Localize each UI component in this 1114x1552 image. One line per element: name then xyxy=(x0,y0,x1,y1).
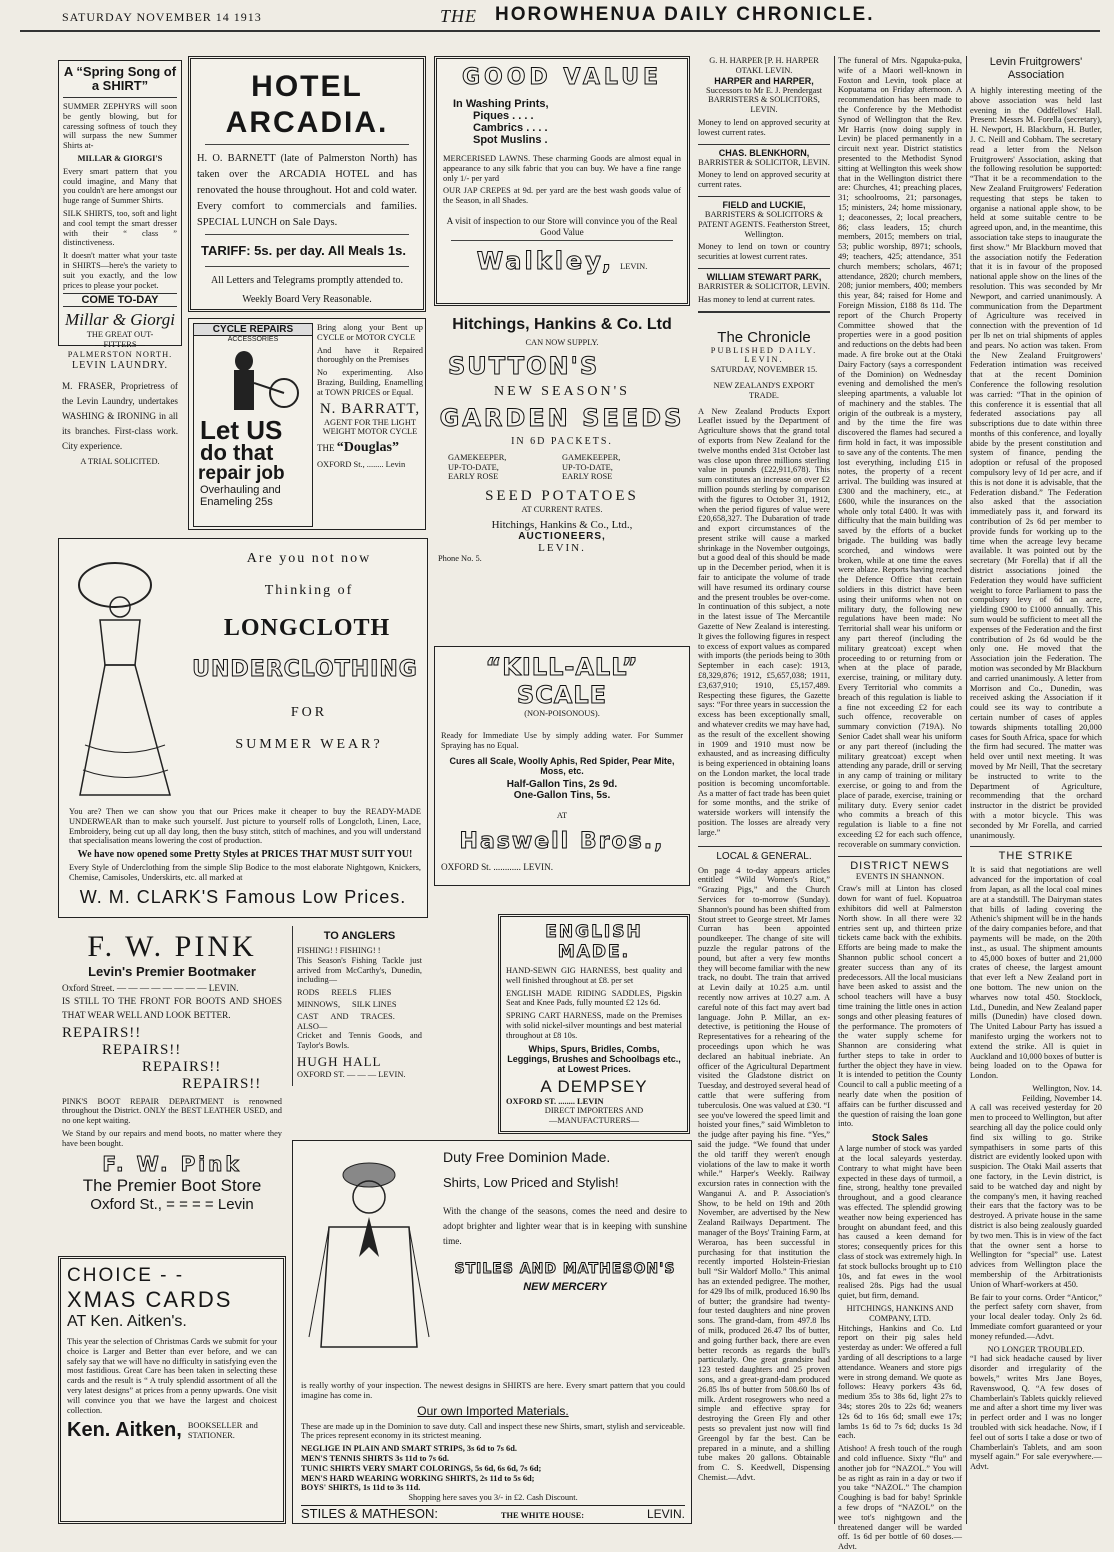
pink-street: Oxford Street. — — — — — — — — LEVIN. xyxy=(62,983,239,993)
longcloth-ad xyxy=(58,538,428,918)
column-rule xyxy=(834,56,835,1524)
spring-song-cta: COME TO-DAY xyxy=(63,293,177,307)
hitchings-suttons: SUTTON'S xyxy=(448,351,600,380)
strike-title: THE STRIKE xyxy=(970,846,1102,862)
laundry-title: LEVIN LAUNDRY. xyxy=(71,360,169,371)
cycle-enamel: Enameling 25s xyxy=(200,496,273,508)
clark-name: W. M. CLARK'S Famous Low Prices. xyxy=(79,887,407,907)
laundry-ad xyxy=(58,350,182,530)
fruit-body: A highly interesting meeting of the above association was held last evening in the Oddfellows' Hall. Present: Messrs M. Forella (secretary), H. Newport, H. Blackburn, H. Butler, J. C. Neill and Cobham. The secretary read a letter from the Nelson Fruitgrowers' Association, asking that the following resolution be supported: “That it be a recommendation to the New Zealand Fruitgrowers' Federation requesting that steps be taken to organise a national apple show, to be held at some suitable centre to be agreed upon, and, in the meantime, this association take steps to inaugurate the first show.” Mr Blackburn moved that the association notify the Federation that it is in favour of the proposed national apple show on the lines of the resolution. This was seconded by Mr Newport, and carried unanimously. A communication from the Department of Agriculture was received in connection with the prevention of 1d per lb net on trial shipments of apples and pears. No action was taken. From the New Zealand Fruitgrowers' Federation intimation was received that at the recent Dominion Conference the following resolution was carried: “That in the opinion of this conference it is essential that all federated associations pay all subscriptions due to date within three months of this conference, and loyally abide by the present constitution and system of finance, pending the adoption or refusal of the proposed compulsory levy of 1d per acre, and if this is not done it is advisable, that the Federation disband.” The Federation also asked that the association immediately pass it, and forward its contribution of 2s 6d per member to provide funds for working up to the time when the acreage levy became available. It was pointed out by the secretary (Mr Forella) that if all the district associations joined the Federation they would have sufficient weight to force Parliament to pass the compulsory levy of 6d an acre, yielding £900 to £1000 annually. This sum would be sufficient to meet all the expenses of the Federation and the first contribution of 2s 6d would be the only one. He moved that the Association join the Federation. The motion was seconded by Mr Blackburn and carried unanimously. A letter from Morrison and Co., Dunedin, was received asking the Association if it could see its way to contribute a certain number of cases of apples towards shipments totalling 20,000 cases for South Africa, space for which the firm had secured. The matter was held over until next meeting. It was moved by Mr Neill, That the secretary be instructed to write to the Department of Agriculture, recommending that the orchard instructor in the district be provided with a motor bicycle. This was seconded by Mr Forella, and carried unanimously. xyxy=(970,86,1102,840)
dutyfree-place: LEVIN. xyxy=(646,1506,685,1521)
kill-all-ad xyxy=(434,646,690,886)
chronicle-head: NEW ZEALAND'S EXPORT TRADE. xyxy=(713,380,815,400)
chronicle-date: SATURDAY, NOVEMBER 15. xyxy=(710,365,818,375)
solicitor-firm: WILLIAM STEWART PARK, xyxy=(706,271,822,282)
column-rule xyxy=(966,56,967,1524)
potato-item: GAMEKEEPER, xyxy=(448,452,507,462)
aitken-name: Ken. Aitken, xyxy=(67,1419,182,1442)
angler-item: MINNOWS, xyxy=(297,999,341,1009)
goodvalue-l1: In Washing Prints, xyxy=(453,98,549,110)
pink-title: F. W. PINK xyxy=(87,930,257,963)
barratt-name: N. BARRATT, xyxy=(319,400,421,417)
cycle-text2: And have it Repaired thoroughly on the Premises xyxy=(317,345,423,365)
cycle-the: THE xyxy=(317,443,335,454)
cycle-text1: Bring along your Bent up CYCLE or MOTOR CYCLE xyxy=(317,323,423,342)
goodvalue-l4: Spot Muslins . xyxy=(473,134,548,146)
column-news-2 xyxy=(838,56,962,1552)
strike-dateline: Wellington, Nov. 14. xyxy=(1032,1083,1102,1093)
killall-at: AT xyxy=(556,811,568,821)
angler-item: TRACES. xyxy=(360,1011,395,1021)
strike-body: It is said that negotiations are well advanced for the importation of coal from Japan, as all the local coal mines are at a standstill. The Dairyman states that bills of lading covering the Athenic's shipment will be in the hands of the dairy companies before, and that payments will be made, on the 20th inst., as usual. The shipment amounts to 45,000 boxes of butter and 21,000 crates of cheese, the largest amount that ever left a New Zealand port in one bottom. The new union on the wharves now total 450. Stocklock, Ltd., Dunedin, and New Zealand paper mills (Dunedin) have closed down. The United Labour Party has issued a manifesto urging the workers not to extend the strike. All is quiet in Auckland and 10,000 boxes of butter is being loaded on to the Opawa for London. xyxy=(970,865,1102,1081)
spring-song-p3: SILK SHIRTS, too, soft and light and cool tempt the smart dresser with their “ class ” distinctiveness. xyxy=(63,208,177,248)
dutyfree-firm: STILES & MATHESON: xyxy=(301,1505,439,1521)
potato-item: GAMEKEEPER, xyxy=(562,452,621,462)
pink-fw: F. W. Pink xyxy=(102,1151,242,1176)
english-direct: DIRECT IMPORTERS AND xyxy=(544,1106,644,1116)
longcloth-pretty: We have now opened some Pretty Styles at PRICES THAT MUST SUIT YOU! xyxy=(77,849,413,861)
longcloth-l5: FOR xyxy=(290,705,328,720)
pink-store: The Premier Boot Store xyxy=(82,1175,262,1195)
hitchings-phone: Phone No. 5. xyxy=(438,553,482,563)
stock-title: Stock Sales xyxy=(871,1133,929,1145)
xmas-cards-ad xyxy=(58,1256,286,1524)
anglers-title: TO ANGLERS xyxy=(323,930,396,942)
longcloth-l6: SUMMER WEAR? xyxy=(235,737,383,752)
potato-item: EARLY ROSE xyxy=(562,472,613,482)
hotel-tariff: TARIFF: 5s. per day. All Meals 1s. xyxy=(201,243,406,258)
angler-items xyxy=(297,988,422,1021)
angler-item: SILK LINES xyxy=(352,999,397,1009)
laundry-foot: A TRIAL SOLICITED. xyxy=(80,457,160,466)
hitchings-firm: Hitchings, Hankins & Co., Ltd., xyxy=(491,518,633,531)
shirt-man-figure-icon xyxy=(299,1147,439,1377)
hitchings-supply: CAN NOW SUPPLY. xyxy=(525,338,599,347)
hitchings-garden: GARDEN SEEDS xyxy=(439,403,685,432)
spring-song-p2: Every smart pattern that you could imagine, and Many that you couldn't are here amongst our huge range of Summer Shirts. xyxy=(63,166,177,206)
pink-dept: PINK'S BOOT REPAIR DEPARTMENT is renowned throughout the District. ONLY the BEST LEATHER USED, and no one kept waiting. xyxy=(62,1096,282,1126)
english-body3: SPRING CART HARNESS, made on the Premises with solid nickel-silver mountings and best material throughout at £8 10s. xyxy=(506,1011,682,1040)
hitchings-place: LEVIN. xyxy=(538,541,586,554)
local-body: On page 4 to-day appears articles entitled “Wild Women's Riot,” “Grazing Pigs,” and the Church Services for to-morrow (Sunday). Shannon's pound has been shifted from Stout street to George street. Mr James Curran has been appointed poundkeeper. The change of site will puzzle the regular patrons of the pound, but after a very few months they will become familiar with the new track, no doubt. The train that arrived at Levin daily at 10.25 a.m. until recently now arrives at 10.27 a.m. A careful note of this fact may avert bad language. John P. Millar, an ex-detective, is petitioning the House of Representatives for a rehearing of the proceedings upon which he was declared an habitual inebriate. An officer of the Agricultural Department visited the Gladstone district on Tuesday, and destroyed several head of cattle that were suffering from tuberculosis. One was valued at £30. “I see you've lowered the speed limit and hoisted your fines,” said Wimbleton to the judge after paying his fine. “Yes,” said the judge. “We found that under the old tariff they weren't enough violations of the law to make it worth while.” Harper's Weekly. Railway excursion rates in connection with the Wanganui A. and P. Association's Show, to be held on 19th and 20th November, are advertised by the New Zealand Railways Department. The manager of the Boys' Training Farm, at Weraroa, has been successful in purchasing for that institution the recently imported Holstein-Friesian bull “Sir Waldorf Mollo.” This animal has an extended pedigree. The mother, for 429 lbs of milk, produced 16.90 lbs of butter; the grandsire had twenty-four tested daughters and nine proven sons. The grand-dam, from 497.8 lbs of milk, produced 26.47 lbs of butter, and going further back, there are even better records as regards the bull's particularly. One great grandsire had 123 tested daughters and 25 proven sons, and a great-grand-dam produced 26.85 lbs of butter from 508.60 lbs of milk. Ardent rosegrowers who need a simple and effective spray for destroying the Green Fly and other pests so prevalent just now will find Greengol by far the best. Can be prepared in a minute, and a shilling tube makes 20 gallons. Obtainable from C. S. Keedwell, Dispensing Chemist.—Advt. xyxy=(698,865,830,1482)
solicitor-firm: CHAS. BLENKHORN, xyxy=(718,147,810,158)
cycle-addr: OXFORD St., ........ Levin xyxy=(317,460,406,470)
killall-half: Half-Gallon Tins, 2s 9d. xyxy=(506,779,618,791)
hh-title: HITCHINGS, HANKINS AND COMPANY, LTD. xyxy=(846,1304,954,1323)
cycle-illustration xyxy=(193,323,313,527)
longcloth-l2: Thinking of xyxy=(264,583,354,598)
laundry-body: M. FRASER, Proprietress of the Levin Laundry, undertakes WASHING & IRONING in all its branches. First-class work. City experience. xyxy=(62,381,178,451)
millar-giorgi-name: Millar & Giorgi xyxy=(65,310,175,330)
killall-addr: OXFORD St. ............ LEVIN. xyxy=(441,862,554,873)
hitchings-rates: AT CURRENT RATES. xyxy=(521,505,603,515)
hotel-arcadia-ad xyxy=(188,56,426,312)
killall-sub: (NON-POISONOUS). xyxy=(524,709,600,718)
solicitor-card xyxy=(698,269,830,313)
local-title: LOCAL & GENERAL. xyxy=(698,846,830,862)
goodvalue-title: GOOD VALUE xyxy=(461,65,663,90)
shirt-price-list xyxy=(301,1444,685,1493)
strike-body2: A call was received yesterday for 20 men to proceed to Wellington, but after searching all day the police could only find six willing to go. Strike sympathisers in some parts of this district are evidently looked upon with suspicion. The Otaki Mail asserts that one factory, in the Levin district, is said to be watched day and night by the company's men, it having reached their ears that the factory was to be destroyed. A private house in the same district is also being zealously guarded by two men. This is in view of the fact that the owner sent a horse to Wellington for “special” use. Latest advices from Wellington place the membership of the Arbitrationists Union of Wharf-workers at 450. xyxy=(970,1103,1102,1289)
atishoo-body: Atishoo! A fresh touch of the rough and cold influence. Sixty “flu” and another job for “NAZOL.” You will be as right as rain in a day or two if you take “NAZOL.” The champion Coughing is bad for baby! Sprinkle a few drops of “NAZOL” on the wee tot's nightgown and the threatened danger will be warded off. 1s 6d per bottle of 60 doses.—Advt. xyxy=(838,1444,962,1552)
pink-r1: REPAIRS!! xyxy=(62,1024,142,1041)
pink-stand: We Stand by our repairs and mend boots, no matter where they have been bought. xyxy=(62,1128,282,1148)
duty-free-header xyxy=(443,1149,687,1293)
outfitters-line1: THE GREAT OUT- xyxy=(86,330,154,340)
solicitor-money: Money to lend on approved security at current rates. xyxy=(698,170,830,190)
walkley-name: Walkley, xyxy=(476,247,615,276)
angler-item: RODS xyxy=(297,988,320,998)
hotel-weekly: Weekly Board Very Reasonable. xyxy=(242,294,372,305)
anglers-body: This Season's Fishing Tackle just arrived from McCarthy's, Dunedin, including— xyxy=(297,955,422,985)
shirt-price: BOYS' SHIRTS, 1s 11d to 3s 11d. xyxy=(301,1483,421,1493)
angler-item: CAST xyxy=(297,1011,319,1021)
outfitters-place: PALMERSTON NORTH. xyxy=(67,349,173,359)
dutyfree-title: Duty Free Dominion Made. xyxy=(443,1149,611,1165)
longcloth-every: Every Style of Underclothing from the simple Slip Bodice to the most elaborate Nightgown, Knickers, Chemise, Camisoles, Underskirts, etc. all marked at xyxy=(69,863,421,882)
angler-item: FLIES xyxy=(368,988,392,998)
shirt-price: MEN'S HARD WEARING WORKING SHIRTS, 2s 11d to 5s 6d; xyxy=(301,1473,535,1483)
pink-r3: REPAIRS!! xyxy=(142,1058,222,1075)
no-longer-title: NO LONGER TROUBLED. xyxy=(987,1344,1085,1354)
english-body1: HAND-SEWN GIG HARNESS, best quality and well finished throughout at £8. per set xyxy=(506,966,682,985)
good-value-ad xyxy=(434,56,690,306)
spring-song-p4: It doesn't matter what your taste in SHIRTS—here's the variety to suit you exactly, and the low prices to please your pocket. xyxy=(63,251,177,290)
hitchings-seeds-ad xyxy=(434,312,690,640)
issue-date: SATURDAY NOVEMBER 14 1913 xyxy=(62,10,262,24)
solicitor-card xyxy=(698,56,830,145)
dempsey-name: A DEMPSEY xyxy=(540,1076,648,1096)
cycle-big3: repair job xyxy=(198,463,285,484)
shirt-price: TUNIC SHIRTS VERY SMART COLORINGS, 5s 6d, 6s 6d, 7s 6d; xyxy=(301,1463,542,1473)
dutyfree-shirts: Shirts, Low Priced and Stylish! xyxy=(443,1175,619,1190)
chronicle-pub: PUBLISHED DAILY. xyxy=(710,345,818,355)
col5-body: The funeral of Mrs. Ngapuka-puka, wife of a Maori well-known in Foxton and Levin, took place at Kopuatama on Friday afternoon. A recommendation has been made to the Conference by the Methodist Synod of Wellington that the Rev. Mr Harris (now doing supply in Levin) be placed permanently in a circuit next year. District statistics presented to the Methodist Synod sitting at Wellington this week show that in the Wellington district there are: Churches, 41; preaching places, 31; schoolrooms, 21; parsonages, 15; ministers, 24; home missionary, 1; deaconesses, 2; local preachers, 86; class leaders, 15; church members, 2015; members on trial, 53; public worship, 8971; schools, 49; teachers, 425; attendance, 351 church members; scholars, 4671; attendance, 2820; church members, 208; junior members, 400; members this year, 84; raised for Home and Foreign Mission, £188 8s 11d. The report of the Church Property Committee showed that the properties were in a good position and reductions on the debts had been made. A fire broke out at the Otaki Dairy Factory (says a correspondent of the Dominion) on Wednesday evening and demolished the men's sleeping apartments, a valuable lot of machinery and the stables. The origin of the outbreak is a mystery, and by the time the fire was discovered the flames had secured a firm hold in fact, it was impossible to save any of the contents. The men lost everything, including £15 in notes, the property of a recent arrival. The building was insured at £300 and the machinery, etc., at £600, while the insurances on the whole only total £400. It was with difficulty that the main building was saved by the efforts of a bucket brigade. The building was badly scorched, and windows were broken, while at one time the eaves were ablaze. Reports having reached the Defence Office that certain soldiers in this district have been using their uniforms when not on military duty, the following new regulations have been made: No Territorial shall wear his uniform or any part thereof (including the military greatcoat) except when proceeding to or returning from or when at the place of parade, exercise, training, or military duty. Every Territorial who commits a breach of this regulation is liable to a fine not exceeding £2 for each such offence, recoverable on summary conviction (719A). No Senior Cadet shall wear his uniform or any part thereof (including the military greatcoat) except when attending any parade, drill or serving in any camp of training or military exercise, or going to and from the place of parade, exercise, training or military duty. Every senior cadet who commits a breach of this regulation is liable to a fine not exceeding £2 for each such offence, recoverable on summary conviction. xyxy=(838,56,962,849)
dutyfree-made: These are made up in the Dominion to save duty. Call and inspect these new Shirts, smart, stylish and serviceable. The prices represent economy in its strictest meaning. xyxy=(301,1421,685,1441)
solicitor-sub: OTAKI. LEVIN. xyxy=(735,65,793,75)
cycle-repairs-ad xyxy=(188,318,426,530)
potato-item: UP-TO-DATE, xyxy=(448,462,499,472)
dutyfree-house: THE WHITE HOUSE: xyxy=(500,1510,585,1520)
solicitor-card xyxy=(698,197,830,269)
longcloth-l4: UNDERCLOTHING xyxy=(192,657,418,682)
dutyfree-stiles: STILES AND MATHESON'S xyxy=(454,1261,676,1277)
solicitor-firm: HARPER and HARPER, xyxy=(714,75,814,86)
potato-item: EARLY ROSE xyxy=(448,472,499,482)
killall-cures: Cures all Scale, Woolly Aphis, Red Spider, Pear Mite, Moss, etc. xyxy=(449,756,675,777)
potato-list xyxy=(438,447,686,488)
solicitor-body: BARRISTERS & SOLICITORS & PATENT AGENTS. Featherston Street, Wellington. xyxy=(698,209,830,239)
goodvalue-l3: Cambrics . . . . xyxy=(473,122,548,134)
solicitor-body: BARRISTER & SOLICITOR, LEVIN. xyxy=(698,281,830,291)
hotel-body: H. O. BARNETT (late of Palmerston North) has taken over the ARCADIA HOTEL and has renovated the house throughout. Hot and cold water. Every comfort to commercials and families. SPECIAL LUNCH on Sale Days. xyxy=(197,153,417,228)
dutyfree-new: NEW MERCERY xyxy=(523,1281,607,1293)
xmas-body: This year the selection of Christmas Cards we submit for your choice is Larger and Better than ever before, and we can safely say that we will have no difficulty in satisfying even the most fastidious. Great Care has been taken in selecting these cards and the result is “ A truly splendid assortment of all the very latest designs” at prices from a penny upwards. One visit will convince you that we have the largest and choicest collection. xyxy=(67,1337,277,1415)
hitchings-title: Hitchings, Hankins & Co. Ltd xyxy=(452,316,672,333)
anglers-addr: OXFORD ST. — — — LEVIN. xyxy=(297,1069,406,1079)
column-news-1 xyxy=(698,56,830,1526)
english-title: ENGLISH MADE. xyxy=(545,922,643,962)
district-title: DISTRICT NEWS xyxy=(838,856,962,872)
shirt-price: NEGLIGE IN PLAIN AND SMART STRIPS, 3s 6d to 7s 6d. xyxy=(301,1444,517,1454)
hitchings-season: NEW SEASON'S xyxy=(494,383,630,399)
solicitor-money: Money to lend on town or country securities at lowest current rates. xyxy=(698,242,830,262)
no-longer-body: “I had sick headache caused by liver disorder and irregularity of the bowels,” writes Mrs Jane Boyes, Ravenswood, Q. “A few doses of Chamberlain's Tablets quickly relieved me and after a short time my liver was in perfect order and I was no longer troubled with sick headache. Now, if I feel out of sorts I take a dose or two of Chamberlain's Tablets, and am soon myself again.” For sale everywhere.—Advt. xyxy=(970,1354,1102,1472)
outfitters-line2: —FITTERS— xyxy=(95,340,145,350)
killall-title: “KILL-ALL” SCALE xyxy=(485,653,639,709)
solicitor-names: G. H. HARPER [P. H. HARPER xyxy=(709,56,819,65)
pink-sub: Levin's Premier Bootmaker xyxy=(88,964,256,979)
english-mfr: —MANUFACTURERS— xyxy=(548,1116,640,1126)
hh-body: Hitchings, Hankins and Co. Ltd report on their pig sales held yesterday as under: We offered a full yarding of all descriptions to a large attendance. Weaners and store pigs were in strong demand. We quote as follows: Heavy porkers 43s 6d, medium 35s to 38s 6d, light 27s to 34s; stores 20s to 22s 6d; weaners 12s 6d to 16s 6d; small ewe 17s; lambs 1s 6d to 7s 6d; ducks 1s 3d each. xyxy=(838,1323,962,1441)
anglers-cricket: Cricket and Tennis Goods, and Taylor's Bowls. xyxy=(297,1031,422,1051)
goodvalue-visit: A visit of inspection to our Store will convince you of the Real Good Value xyxy=(446,215,678,237)
angler-item: AND xyxy=(330,1011,349,1021)
solicitor-body: BARRISTER & SOLICITOR, LEVIN. xyxy=(698,157,830,167)
column-news-3 xyxy=(970,56,1102,1526)
cycle-big1: Let US xyxy=(200,415,283,445)
hugh-hall-name: HUGH HALL xyxy=(297,1053,382,1069)
district-body: Craw's mill at Linton has closed down for want of fuel. Kopuatroa exhibitors did well at Palmerston North show. In all there were 32 entries sent up, and thirteen prize tickets came back with the exhibits. Efforts are being made to make the Shannon public school concert a greater success than any of its predecessors. All the local musicians have been asked to assist and the school teachers will have a busy time training the little ones in action songs and other pleasing features of the performance. The promoters of the water supply scheme for Shannon are considering what further steps to take in order to further the object they have in view. It is intended to petition the County Council to call a public meeting of a nearly date when the position of affairs can be further discussed and the question of raising the loan gone into. xyxy=(838,884,962,1129)
dutyfree-worthy: is really worthy of your inspection. The newest designs in SHIRTS are here. Every smart pattern that you could imagine has come in. xyxy=(301,1381,685,1400)
xmas-l3: AT Ken. Aitken's. xyxy=(67,1313,187,1330)
english-body2: ENGLISH MADE RIDING SADDLES, Pigskin Seat and Knee Pads, fully mounted £2 12s 6d. xyxy=(506,988,682,1008)
pink-ad xyxy=(58,926,286,1250)
english-whips: Whips, Spurs, Bridles, Combs, Leggings, Brushes and Schoolbags etc., at Lowest Prices. xyxy=(507,1043,681,1074)
hotel-title: HOTEL ARCADIA. xyxy=(225,70,389,139)
pink-oxford: Oxford St., = = = = Levin xyxy=(90,1195,254,1213)
cycle-sign2: ACCESSORIES xyxy=(227,336,279,343)
killall-one: One-Gallon Tins, 5s. xyxy=(513,790,611,802)
duty-free-shirts-ad xyxy=(292,1140,692,1524)
hitchings-packets: IN 6D PACKETS. xyxy=(511,435,613,447)
spring-song-name: MILLAR & GIORGI'S xyxy=(77,153,163,163)
cycle-overhaul: Overhauling and xyxy=(200,484,281,496)
solicitor-money: Has money to lend at current rates. xyxy=(698,294,815,304)
cycle-agent: AGENT FOR THE LIGHT WEIGHT MOTOR CYCLE xyxy=(322,417,418,437)
english-made-ad xyxy=(498,914,690,1134)
potato-item: UP-TO-DATE, xyxy=(562,462,613,472)
cycle-douglas: “Douglas” xyxy=(336,440,399,456)
dutyfree-body: With the change of the seasons, comes the need and desire to adopt brighter and lighter wear that is in keeping with sunshine time. xyxy=(443,1206,687,1246)
solicitor-card xyxy=(698,145,830,197)
longcloth-l3: LONGCLOTH xyxy=(223,615,391,641)
anglers-also: ALSO— xyxy=(297,1021,328,1031)
hitchings-auct: AUCTIONEERS, xyxy=(518,530,606,542)
chronicle-body: A New Zealand Products Export Leaflet issued by the Department of Agriculture shows that the grand total of exports from New Zealand for the twelve months ended 31st October last was close upon three millions sterling value in pounds (£22,911,678). This sum constitutes an increase on over £2 million pounds sterling by comparison with the figures to October 31, 1912, when the period figures of value were £20,658,327. The Dubaration of trade and export circumstances of the present strike will cause a marked shrinkage in the November outgoings, but a good deal of this should be made up in the December period, when it is fair to anticipate the volume of trade will have resumed its ordinary course and the present troubles be over-come. In continuation of this subject, a note in the latest issue of The Mercantile Gazette of New Zealand is interesting. It gives the following figures in respect to excess of export values as compared with imports (the periods being to 30th September in each case): 1913, £8,329,876; 1912, £5,657,038; 1911, £3,637,910; 1910, £5,157,489. Respecting these figures, the Gazette says: “For three years in succession the excess has been exceptionally small, and whatever credits we may have had, as the result of the excellent showing in 1909 and 1910 must now be exhausted, and as increasing difficulty is being experienced in obtaining loans on the London market, the local trade position is becoming uncomfortable. As a matter of fact trade has been quiet for some months, and the strike of waterside workers will intensify the position. The losses are already very large.” xyxy=(698,406,830,837)
hitchings-seed: SEED POTATOES xyxy=(485,488,639,505)
spring-song-ad xyxy=(58,60,182,359)
goodvalue-jap: OUR JAP CREPES at 9d. per yard are the best wash goods value of the Season, in all Shades. xyxy=(443,186,681,206)
dutyfree-shopping: Shopping here saves you 3/- in £2. Cash Discount. xyxy=(408,1493,578,1503)
spring-song-title: A “Spring Song of a SHIRT” xyxy=(63,65,177,98)
haswell-name: Haswell Bros., xyxy=(459,829,665,855)
masthead-rule xyxy=(20,30,1100,32)
xmas-l1: CHOICE - - xyxy=(67,1265,185,1286)
pink-r2: REPAIRS!! xyxy=(102,1041,182,1058)
strike-dateline2: Feilding, November 14. xyxy=(1021,1093,1102,1103)
english-addr: OXFORD ST. ........ LEVIN xyxy=(506,1096,604,1106)
fruit-title: Levin Fruitgrowers' Association xyxy=(989,56,1083,81)
chronicle-place: LEVIN. xyxy=(744,355,784,365)
cycle-sign: CYCLE REPAIRS xyxy=(194,324,312,336)
pink-still: IS STILL TO THE FRONT FOR BOOTS AND SHOES THAT WEAR WELL AND LOOK BETTER. xyxy=(62,995,282,1020)
solicitor-body: Successors to Mr E. J. Prendergast BARRISTERS & SOLICITORS, LEVIN. xyxy=(706,85,822,115)
longcloth-body: You are? Then we can show you that our Prices make it cheaper to buy the READY-MADE UNDERWEAR than to make such yourself. Just picture to yourself rolls of Longcloth, Linen, Lace, Embroidery, being cut up all day long, then the busy stitch, stitch of machines, and you will understand that specialisation means lowering the cost of production. xyxy=(69,807,421,846)
longcloth-l1: Are you not now xyxy=(246,551,372,566)
angler-item: REELS xyxy=(331,988,357,998)
solicitor-firm: FIELD and LUCKIE, xyxy=(722,199,806,210)
walkley-place: LEVIN. xyxy=(620,262,648,272)
chronicle-title: The Chronicle xyxy=(717,328,811,346)
killall-ready: Ready for Immediate Use by simply adding water. For Summer Spraying has no Equal. xyxy=(441,730,683,750)
goodvalue-l2: Piques . . . . xyxy=(473,110,534,122)
mechanic-figure-icon xyxy=(194,343,314,413)
cycle-text xyxy=(317,323,423,527)
aitken-trade: BOOKSELLER and STATIONER. xyxy=(187,1421,258,1440)
corns-body: Be fair to your corns. Order “Anticor,” the perfect safety corn shaver, from your local dealer today. Only 2s 6d. Immediate comfort guaranteed or your money refunded.—Advt. xyxy=(970,1292,1102,1341)
anglers-fishing: FISHING! ! FISHING! ! xyxy=(297,946,381,955)
pink-r4: REPAIRS!! xyxy=(182,1075,262,1092)
cycle-big2: do that xyxy=(200,440,274,465)
duty-free-body xyxy=(301,1381,685,1521)
stock-body: A large number of stock was yarded at the local saleyards yesterday. Contrary to what might have been expected in these days of turmoil, a fine, strong, healthy tone prevailed throughout, and a good clearance was effected. The splendid growing weather now being experienced has brought on abundant feed, and this has caused a keen demand for stores; consequently prices for this class of stock was extremely high. In fat stock bullocks brought up to £10 10s, and fat ewes in the wool realised 28s. Pigs had the usual quiet, but firm, demand. xyxy=(838,1144,962,1301)
spring-song-p1: SUMMER ZEPHYRS will soon be gently blowing, but for caressing softness of touch they will surpass the new Summer Shirts at- xyxy=(63,102,177,151)
cycle-text3: No experimenting. Also Brazing, Building, Enamelling at TOWN PRICES or Equal. xyxy=(317,368,423,397)
solicitor-money: Money to lend on approved security at lowest current rates. xyxy=(698,117,830,137)
district-events: EVENTS IN SHANNON. xyxy=(855,871,945,881)
hotel-letters: All Letters and Telegrams promptly attended to. xyxy=(210,275,404,286)
masthead-title: HOROWHENUA DAILY CHRONICLE. xyxy=(495,4,875,25)
xmas-l2: XMAS CARDS xyxy=(67,1287,233,1312)
longcloth-text xyxy=(69,807,421,886)
shirt-price: MEN'S TENNIS SHIRTS 3s 11d to 7s 6d. xyxy=(301,1453,450,1463)
lady-figure-icon xyxy=(65,545,175,805)
masthead-the: THE xyxy=(440,6,478,26)
dutyfree-imported: Our own Imported Materials. xyxy=(417,1403,569,1418)
goodvalue-merc: MERCERISED LAWNS. These charming Goods are almost equal in appearance to any silk fabric that you can buy. We have a fine range only 1/- per yard xyxy=(443,154,681,183)
anglers-ad xyxy=(292,926,426,1086)
